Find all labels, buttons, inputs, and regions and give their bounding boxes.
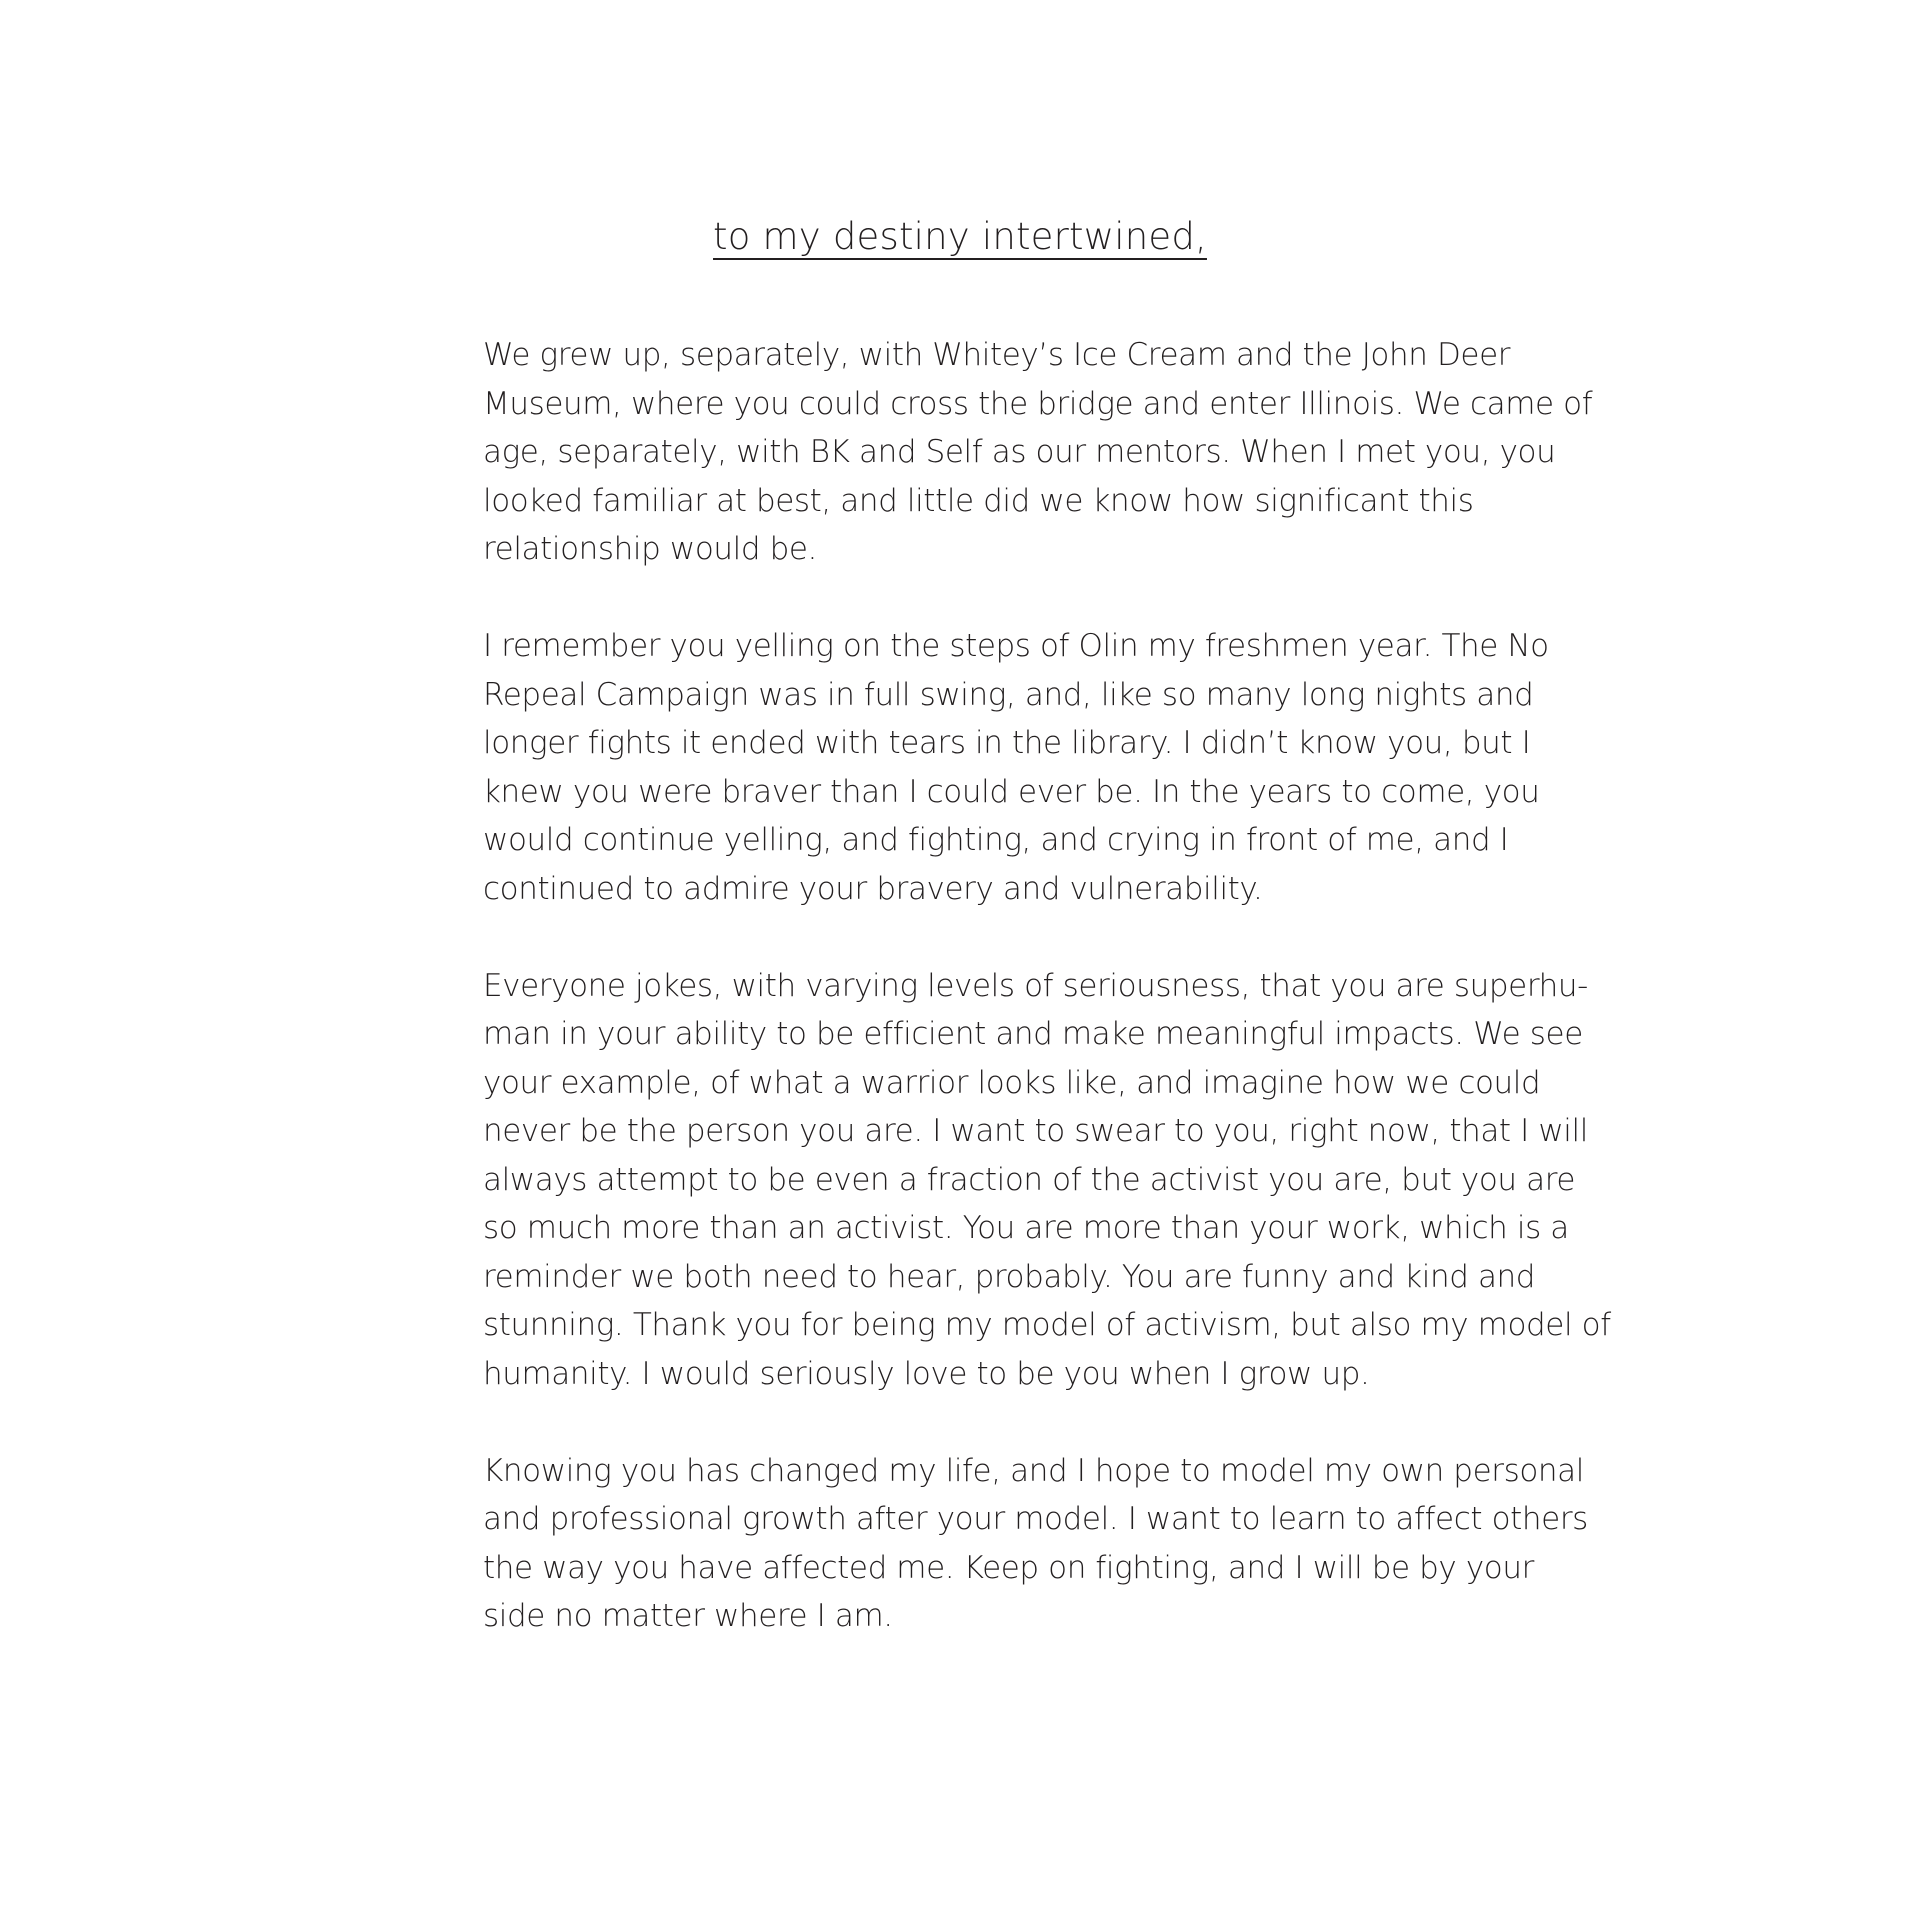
text-line: side no matter where I am.	[483, 1598, 893, 1634]
text-line: always attempt to be even a fraction of the activist you are, but you are	[483, 1161, 1576, 1198]
text-line: man in your ability to be efficient and make meaningful impacts. We see	[483, 1016, 1583, 1052]
text-line: Repeal Campaign was in full swing, and, like so many long nights and	[483, 676, 1534, 713]
text-line: Museum, where you could cross the bridge and enter Illinois. We came of	[483, 385, 1593, 422]
text-line: your example, of what a warrior looks like, and imagine how we could	[483, 1064, 1541, 1101]
paragraph-3	[483, 962, 1611, 1399]
text-line: continued to admire your bravery and vulnerability.	[483, 870, 1263, 907]
text-line: longer fights it ended with tears in the library. I didn’t know you, but I	[483, 725, 1531, 761]
letter-title	[0, 215, 1920, 259]
text-line: knew you were braver than I could ever be. In the years to come, you	[483, 773, 1540, 810]
text-line: We grew up, separately, with Whitey’s Ice Cream and the John Deer	[483, 337, 1511, 373]
text-line: relationship would be.	[483, 531, 817, 567]
text-line: never be the person you are. I want to swear to you, right now, that I will	[483, 1113, 1588, 1149]
text-line: looked familiar at best, and little did we know how significant this	[483, 482, 1474, 519]
text-line: the way you have affected me. Keep on fighting, and I will be by your	[483, 1549, 1534, 1586]
text-line: would continue yelling, and fighting, and crying in front of me, and I	[483, 822, 1509, 858]
paragraph-2	[483, 622, 1549, 913]
text-line: and professional growth after your model. I want to learn to affect others	[483, 1501, 1588, 1537]
letter-body	[483, 331, 1611, 1689]
text-line: Everyone jokes, with varying levels of seriousness, that you are superhu-	[483, 967, 1588, 1004]
text-line: age, separately, with BK and Self as our mentors. When I met you, you	[483, 434, 1556, 470]
letter-title-text: to my destiny intertwined,	[713, 215, 1207, 258]
text-line: Knowing you has changed my life, and I hope to model my own personal	[483, 1452, 1584, 1489]
text-line: humanity. I would seriously love to be you when I grow up.	[483, 1355, 1370, 1392]
paragraph-1	[483, 331, 1593, 574]
text-line: I remember you yelling on the steps of Olin my freshmen year. The No	[483, 628, 1549, 664]
text-line: so much more than an activist. You are more than your work, which is a	[483, 1210, 1569, 1246]
text-line: stunning. Thank you for being my model of activism, but also my model of	[483, 1307, 1611, 1343]
paragraph-4	[483, 1447, 1588, 1641]
text-line: reminder we both need to hear, probably. You are funny and kind and	[483, 1258, 1536, 1295]
